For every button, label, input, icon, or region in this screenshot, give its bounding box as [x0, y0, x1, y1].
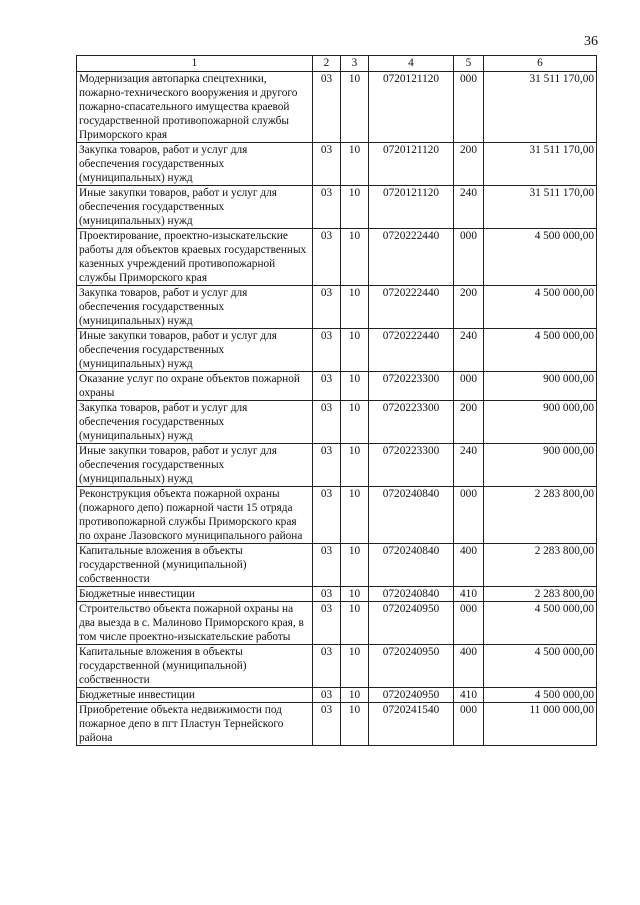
row-code-cell: 0720222440: [369, 329, 454, 372]
row-amount-cell: 2 283 800,00: [484, 487, 597, 544]
row-subsection-cell: 10: [341, 688, 369, 703]
row-name-cell: Капитальные вложения в объекты государственной (муниципальной) собственности: [77, 544, 313, 587]
row-code-cell: 0720223300: [369, 444, 454, 487]
row-code-cell: 0720121120: [369, 186, 454, 229]
row-section-cell: 03: [313, 587, 341, 602]
row-subsection-cell: 10: [341, 329, 369, 372]
row-amount-cell: 4 500 000,00: [484, 229, 597, 286]
row-subsection-cell: 10: [341, 401, 369, 444]
row-name-cell: Закупка товаров, работ и услуг для обеспечения государственных (муниципальных) нужд: [77, 286, 313, 329]
row-code-cell: 0720240950: [369, 602, 454, 645]
row-section-cell: 03: [313, 401, 341, 444]
table-row: [77, 645, 597, 688]
column-header-1: 1: [77, 56, 313, 72]
table-row: [77, 487, 597, 544]
row-section-cell: 03: [313, 703, 341, 746]
row-code-cell: 0720240840: [369, 487, 454, 544]
row-kind-cell: 000: [454, 602, 484, 645]
table-header-row: [77, 56, 597, 72]
table-row: [77, 544, 597, 587]
row-section-cell: 03: [313, 645, 341, 688]
table-row: [77, 444, 597, 487]
row-code-cell: 0720240950: [369, 688, 454, 703]
row-subsection-cell: 10: [341, 487, 369, 544]
table-row: [77, 372, 597, 401]
column-header-6: 6: [484, 56, 597, 72]
row-subsection-cell: 10: [341, 143, 369, 186]
row-kind-cell: 240: [454, 186, 484, 229]
row-code-cell: 0720223300: [369, 372, 454, 401]
row-code-cell: 0720121120: [369, 143, 454, 186]
row-code-cell: 0720240840: [369, 544, 454, 587]
row-section-cell: 03: [313, 602, 341, 645]
row-code-cell: 0720222440: [369, 286, 454, 329]
row-amount-cell: 4 500 000,00: [484, 602, 597, 645]
row-amount-cell: 4 500 000,00: [484, 286, 597, 329]
row-name-cell: Оказание услуг по охране объектов пожарной охраны: [77, 372, 313, 401]
row-amount-cell: 900 000,00: [484, 444, 597, 487]
column-header-3: 3: [341, 56, 369, 72]
row-amount-cell: 900 000,00: [484, 401, 597, 444]
row-amount-cell: 2 283 800,00: [484, 587, 597, 602]
row-subsection-cell: 10: [341, 72, 369, 143]
row-subsection-cell: 10: [341, 229, 369, 286]
row-name-cell: Капитальные вложения в объекты государственной (муниципальной) собственности: [77, 645, 313, 688]
row-kind-cell: 410: [454, 688, 484, 703]
row-section-cell: 03: [313, 487, 341, 544]
row-name-cell: Бюджетные инвестиции: [77, 587, 313, 602]
row-subsection-cell: 10: [341, 444, 369, 487]
row-kind-cell: 000: [454, 703, 484, 746]
row-code-cell: 0720241540: [369, 703, 454, 746]
row-section-cell: 03: [313, 444, 341, 487]
row-kind-cell: 410: [454, 587, 484, 602]
row-section-cell: 03: [313, 329, 341, 372]
row-name-cell: Проектирование, проектно-изыскательские работы для объектов краевых государственных казенных учреждений противопожарной службы Приморского края: [77, 229, 313, 286]
table-row: [77, 286, 597, 329]
row-subsection-cell: 10: [341, 602, 369, 645]
row-subsection-cell: 10: [341, 645, 369, 688]
row-name-cell: Бюджетные инвестиции: [77, 688, 313, 703]
row-section-cell: 03: [313, 143, 341, 186]
column-header-2: 2: [313, 56, 341, 72]
table-row: [77, 329, 597, 372]
row-name-cell: Иные закупки товаров, работ и услуг для обеспечения государственных (муниципальных) нужд: [77, 329, 313, 372]
table-row: [77, 143, 597, 186]
row-code-cell: 0720223300: [369, 401, 454, 444]
row-amount-cell: 2 283 800,00: [484, 544, 597, 587]
row-subsection-cell: 10: [341, 544, 369, 587]
row-section-cell: 03: [313, 286, 341, 329]
table-row: [77, 186, 597, 229]
row-code-cell: 0720240950: [369, 645, 454, 688]
row-section-cell: 03: [313, 688, 341, 703]
row-kind-cell: 000: [454, 229, 484, 286]
row-section-cell: 03: [313, 372, 341, 401]
row-amount-cell: 4 500 000,00: [484, 329, 597, 372]
table-row: [77, 401, 597, 444]
row-code-cell: 0720121120: [369, 72, 454, 143]
row-name-cell: Строительство объекта пожарной охраны на два выезда в с. Малиново Приморского края, в том числе проектно-изыскательские работы: [77, 602, 313, 645]
row-code-cell: 0720240840: [369, 587, 454, 602]
column-header-5: 5: [454, 56, 484, 72]
row-kind-cell: 400: [454, 645, 484, 688]
row-subsection-cell: 10: [341, 286, 369, 329]
page-number: 36: [584, 34, 598, 49]
row-name-cell: Иные закупки товаров, работ и услуг для обеспечения государственных (муниципальных) нужд: [77, 186, 313, 229]
row-name-cell: Иные закупки товаров, работ и услуг для обеспечения государственных (муниципальных) нужд: [77, 444, 313, 487]
table-row: [77, 688, 597, 703]
row-amount-cell: 4 500 000,00: [484, 645, 597, 688]
row-kind-cell: 200: [454, 143, 484, 186]
table-row: [77, 703, 597, 746]
column-header-4: 4: [369, 56, 454, 72]
row-section-cell: 03: [313, 186, 341, 229]
row-name-cell: Закупка товаров, работ и услуг для обеспечения государственных (муниципальных) нужд: [77, 401, 313, 444]
row-name-cell: Модернизация автопарка спецтехники, пожарно-технического вооружения и другого пожарно-спасательного имущества краевой государственной противопожарной службы Приморского края: [77, 72, 313, 143]
row-kind-cell: 200: [454, 401, 484, 444]
row-subsection-cell: 10: [341, 186, 369, 229]
row-amount-cell: 31 511 170,00: [484, 143, 597, 186]
row-kind-cell: 000: [454, 487, 484, 544]
row-section-cell: 03: [313, 229, 341, 286]
row-code-cell: 0720222440: [369, 229, 454, 286]
row-kind-cell: 200: [454, 286, 484, 329]
row-amount-cell: 11 000 000,00: [484, 703, 597, 746]
table-row: [77, 587, 597, 602]
row-subsection-cell: 10: [341, 372, 369, 401]
row-amount-cell: 31 511 170,00: [484, 72, 597, 143]
row-kind-cell: 240: [454, 444, 484, 487]
row-kind-cell: 400: [454, 544, 484, 587]
row-name-cell: Закупка товаров, работ и услуг для обеспечения государственных (муниципальных) нужд: [77, 143, 313, 186]
row-amount-cell: 31 511 170,00: [484, 186, 597, 229]
table-row: [77, 72, 597, 143]
table-row: [77, 229, 597, 286]
row-kind-cell: 240: [454, 329, 484, 372]
budget-table: [76, 55, 597, 746]
row-subsection-cell: 10: [341, 703, 369, 746]
row-kind-cell: 000: [454, 72, 484, 143]
table-row: [77, 602, 597, 645]
row-section-cell: 03: [313, 544, 341, 587]
row-kind-cell: 000: [454, 372, 484, 401]
row-subsection-cell: 10: [341, 587, 369, 602]
row-name-cell: Реконструкция объекта пожарной охраны (пожарного депо) пожарной части 15 отряда противопожарной службы Приморского края по охране Лазовского муниципального района: [77, 487, 313, 544]
row-amount-cell: 4 500 000,00: [484, 688, 597, 703]
row-amount-cell: 900 000,00: [484, 372, 597, 401]
row-section-cell: 03: [313, 72, 341, 143]
row-name-cell: Приобретение объекта недвижимости под пожарное депо в пгт Пластун Тернейского района: [77, 703, 313, 746]
